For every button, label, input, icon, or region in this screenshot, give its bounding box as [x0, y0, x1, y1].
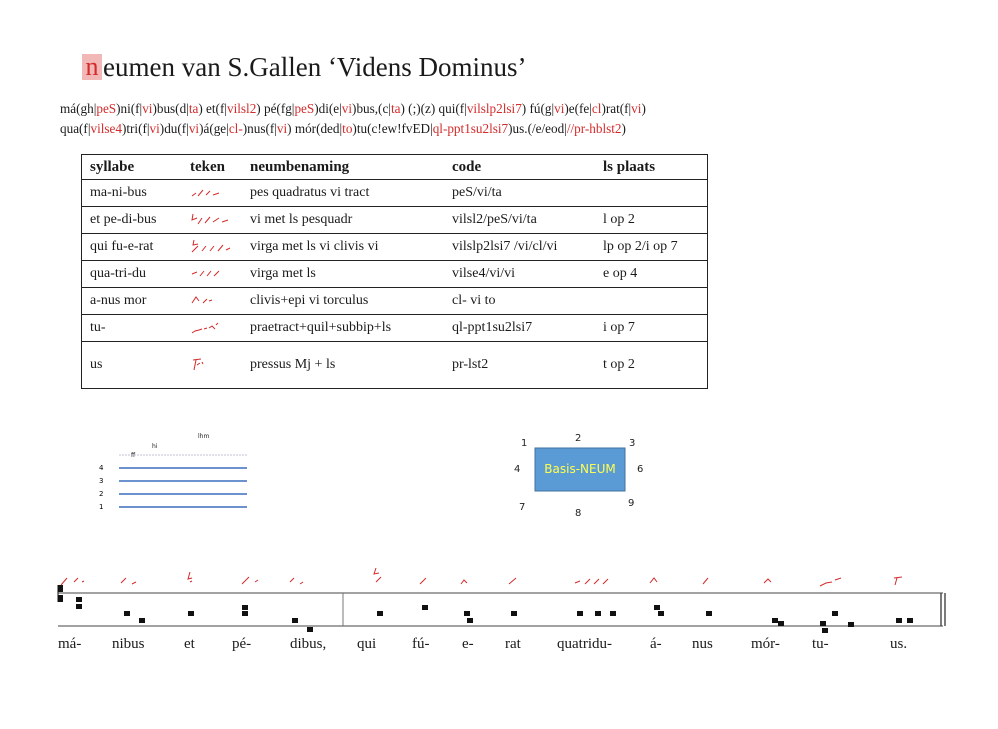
lyric-syllable: nibus: [112, 636, 145, 652]
staff-number-1: 1: [99, 503, 104, 511]
lyric-syllable: qui: [357, 636, 377, 652]
pes-vi-tract-neume-icon: [190, 185, 234, 201]
staff-number-2: 2: [99, 490, 104, 498]
score-note: [577, 611, 583, 616]
score-note: [76, 597, 82, 602]
cell-code: cl- vi to: [444, 288, 595, 315]
gabc-text-segment: ) et(f|: [198, 101, 227, 116]
gabc-code-segment: vilse4: [90, 121, 122, 136]
staff-number-4: 4: [99, 464, 104, 472]
table-row: [82, 234, 708, 261]
score-note: [778, 621, 784, 626]
lyric-syllable: nus: [692, 636, 713, 652]
gabc-text-segment: ) mór(ded|: [287, 121, 343, 136]
score-note: [124, 611, 130, 616]
score-note: [377, 611, 383, 616]
score-neume-mark: [703, 578, 708, 584]
lyric-syllable: e-: [462, 636, 474, 652]
cell-teken: [182, 234, 242, 261]
cell-ls-plaats: i op 7: [595, 315, 708, 342]
cell-neumbenaming: virga met ls: [242, 261, 444, 288]
table-header-row: [82, 155, 708, 180]
score-note: [76, 604, 82, 609]
legend-label-low: ff: [131, 452, 136, 459]
gabc-code-segment: vilsl2: [226, 101, 257, 116]
header-teken: teken: [182, 155, 242, 180]
gabc-code-segment: ta: [390, 101, 401, 116]
pressus-neume-icon: [190, 357, 234, 373]
gabc-code-segment: vi: [554, 101, 565, 116]
gabc-code-segment: cl-: [228, 121, 243, 136]
gabc-text-segment: )bus(d|: [152, 101, 189, 116]
gabc-code-segment: cl: [591, 101, 602, 116]
gabc-text-segment: )ni(f|: [116, 101, 143, 116]
gabc-text-segment: ): [641, 101, 646, 116]
score-neume-mark: [121, 578, 136, 584]
cell-code: ql-ppt1su2lsi7: [444, 315, 595, 342]
gabc-code-segment: peS: [294, 101, 315, 116]
gabc-code-segment: ta: [188, 101, 199, 116]
score-neume-mark: [650, 578, 657, 583]
cell-teken: [182, 207, 242, 234]
gabc-text-segment: ) fú(g|: [521, 101, 555, 116]
cell-teken: [182, 288, 242, 315]
cell-neumbenaming: pes quadratus vi tract: [242, 180, 444, 207]
position-6: 6: [637, 464, 644, 475]
lyric-syllable: quatridu-: [557, 636, 612, 652]
neume-table: [81, 154, 708, 389]
cell-neumbenaming: virga met ls vi clivis vi: [242, 234, 444, 261]
lyric-syllable: et: [184, 636, 195, 652]
cell-ls-plaats: t op 2: [595, 342, 708, 389]
position-9: 9: [628, 498, 635, 509]
lyric-syllable: us.: [890, 636, 908, 652]
cell-code: pr-lst2: [444, 342, 595, 389]
gabc-text-segment: )tu(c!ew!fvED|: [352, 121, 433, 136]
gabc-code-segment: vi: [631, 101, 642, 116]
gabc-line-2: [60, 121, 626, 137]
cell-teken: [182, 261, 242, 288]
gabc-code-segment: vi: [149, 121, 160, 136]
cell-syllabe: tu-: [82, 315, 183, 342]
score-neume-mark: [61, 578, 67, 585]
virga-ls-pesquadr-neume-icon: [190, 212, 234, 228]
gabc-text-segment: )e(fe|: [564, 101, 592, 116]
score-neume-mark: [290, 578, 303, 584]
gabc-text-segment: qua(f|: [60, 121, 91, 136]
score-note: [467, 618, 473, 623]
score-note: [772, 618, 778, 623]
score-neume-mark: [420, 578, 426, 584]
cell-syllabe: qui fu-e-rat: [82, 234, 183, 261]
cell-neumbenaming: clivis+epi vi torculus: [242, 288, 444, 315]
score-neume-mark: [461, 580, 467, 584]
score-note: [242, 605, 248, 610]
score-note: [820, 621, 826, 626]
score-note: [610, 611, 616, 616]
cell-ls-plaats: e op 4: [595, 261, 708, 288]
virga-ls-clivis-neume-icon: [190, 239, 234, 255]
score-note: [822, 628, 828, 633]
gabc-text-segment: ) (;)(z) qui(f|: [400, 101, 467, 116]
score-neume-mark: [894, 577, 902, 585]
score-neume-mark: [74, 578, 84, 582]
lyric-syllable: á-: [650, 636, 662, 652]
score-neume-mark: [509, 578, 516, 584]
table-row: [82, 315, 708, 342]
gabc-code-segment: ql-ppt1su2lsi7: [432, 121, 509, 136]
score-note: [896, 618, 902, 623]
gabc-text-segment: )rat(f|: [601, 101, 632, 116]
score-note: [595, 611, 601, 616]
staff-legend: [95, 428, 255, 518]
score-neume-mark: [820, 578, 841, 586]
cell-teken: [182, 180, 242, 207]
table-row: [82, 288, 708, 315]
score-neume-mark: [374, 568, 381, 582]
score-note: [658, 611, 664, 616]
gabc-code-segment: vi: [276, 121, 288, 136]
table-row: [82, 180, 708, 207]
position-2: 2: [575, 433, 582, 444]
position-1: 1: [521, 438, 528, 449]
score-note: [511, 611, 517, 616]
cell-ls-plaats: l op 2: [595, 207, 708, 234]
score-note: [464, 611, 470, 616]
gabc-code-segment: peS: [96, 101, 117, 116]
cell-code: vilsl2/peS/vi/ta: [444, 207, 595, 234]
position-3: 3: [629, 438, 636, 449]
score-note: [292, 618, 298, 623]
cell-syllabe: us: [82, 342, 183, 389]
cell-neumbenaming: praetract+quil+subbip+ls: [242, 315, 444, 342]
legend-label-top: lhm: [198, 433, 210, 440]
gabc-text-segment: )us.(/e/eod|: [508, 121, 567, 136]
cell-ls-plaats: lp op 2/i op 7: [595, 234, 708, 261]
score-note: [242, 611, 248, 616]
praetract-quil-neume-icon: [190, 320, 234, 336]
score-note: [706, 611, 712, 616]
title-text: eumen van S.Gallen ‘Videns Dominus’: [103, 52, 527, 82]
cell-code: peS/vi/ta: [444, 180, 595, 207]
table-row: [82, 261, 708, 288]
lyric-syllable: mór-: [751, 636, 780, 652]
lyric-syllable: tu-: [812, 636, 829, 652]
chant-score: [50, 560, 950, 635]
cell-code: vilslp2lsi7 /vi/cl/vi: [444, 234, 595, 261]
cell-teken: [182, 342, 242, 389]
header-neumbenaming: neumbenaming: [242, 155, 444, 180]
gabc-text-segment: ): [621, 121, 626, 136]
cell-teken: [182, 315, 242, 342]
gabc-text-segment: ) pé(fg|: [256, 101, 295, 116]
gabc-text-segment: )bus,(c|: [352, 101, 391, 116]
clivis-torculus-neume-icon: [190, 293, 234, 309]
score-neume-mark: [575, 579, 608, 584]
gabc-code-segment: vi: [341, 101, 353, 116]
header-syllabe: syllabe: [82, 155, 183, 180]
page-title: [82, 50, 527, 84]
table-row: [82, 342, 708, 389]
lyric-syllable: pé-: [232, 636, 252, 652]
gabc-text-segment: )tri(f|: [121, 121, 150, 136]
title-initial: n: [82, 54, 102, 80]
score-note: [139, 618, 145, 623]
cell-neumbenaming: pressus Mj + ls: [242, 342, 444, 389]
basis-neum-diagram: [508, 428, 658, 523]
score-note: [188, 611, 194, 616]
cell-code: vilse4/vi/vi: [444, 261, 595, 288]
gabc-line-1: [60, 101, 646, 117]
score-neume-mark: [188, 572, 192, 582]
basis-neum-label: Basis-NEUM: [544, 462, 616, 476]
virga-ls-neume-icon: [190, 266, 234, 282]
cell-syllabe: qua-tri-du: [82, 261, 183, 288]
header-ls-plaats: ls plaats: [595, 155, 708, 180]
staff-number-3: 3: [99, 477, 104, 485]
legend-label-mid: hi: [152, 443, 158, 450]
cell-syllabe: a-nus mor: [82, 288, 183, 315]
gabc-text-segment: )á(ge|: [199, 121, 229, 136]
cell-neumbenaming: vi met ls pesquadr: [242, 207, 444, 234]
gabc-text-segment: )du(f|: [159, 121, 189, 136]
score-note: [832, 611, 838, 616]
score-note: [422, 605, 428, 610]
position-4: 4: [514, 464, 521, 475]
lyric-syllable: dibus,: [290, 636, 327, 652]
gabc-text-segment: )nus(f|: [242, 121, 277, 136]
score-neume-mark: [764, 579, 771, 583]
lyric-syllable: rat: [505, 636, 521, 652]
cell-syllabe: et pe-di-bus: [82, 207, 183, 234]
position-7: 7: [519, 502, 526, 513]
gabc-code-segment: //pr-hblst2: [566, 121, 622, 136]
cell-ls-plaats: [595, 180, 708, 207]
gabc-text-segment: )di(e|: [314, 101, 342, 116]
gabc-code-segment: to: [342, 121, 353, 136]
score-note: [307, 627, 313, 632]
score-note: [848, 622, 854, 627]
gabc-code-segment: vi: [188, 121, 200, 136]
cell-ls-plaats: [595, 288, 708, 315]
score-neume-mark: [242, 577, 258, 584]
cell-syllabe: ma-ni-bus: [82, 180, 183, 207]
score-note: [654, 605, 660, 610]
table-row: [82, 207, 708, 234]
header-code: code: [444, 155, 595, 180]
lyric-syllable: má-: [58, 636, 82, 652]
position-8: 8: [575, 508, 582, 519]
gabc-code-segment: vi: [142, 101, 153, 116]
gabc-text-segment: má(gh|: [60, 101, 97, 116]
gabc-code-segment: vilslp2lsi7: [466, 101, 522, 116]
lyric-syllable: fú-: [412, 636, 430, 652]
score-note: [907, 618, 913, 623]
